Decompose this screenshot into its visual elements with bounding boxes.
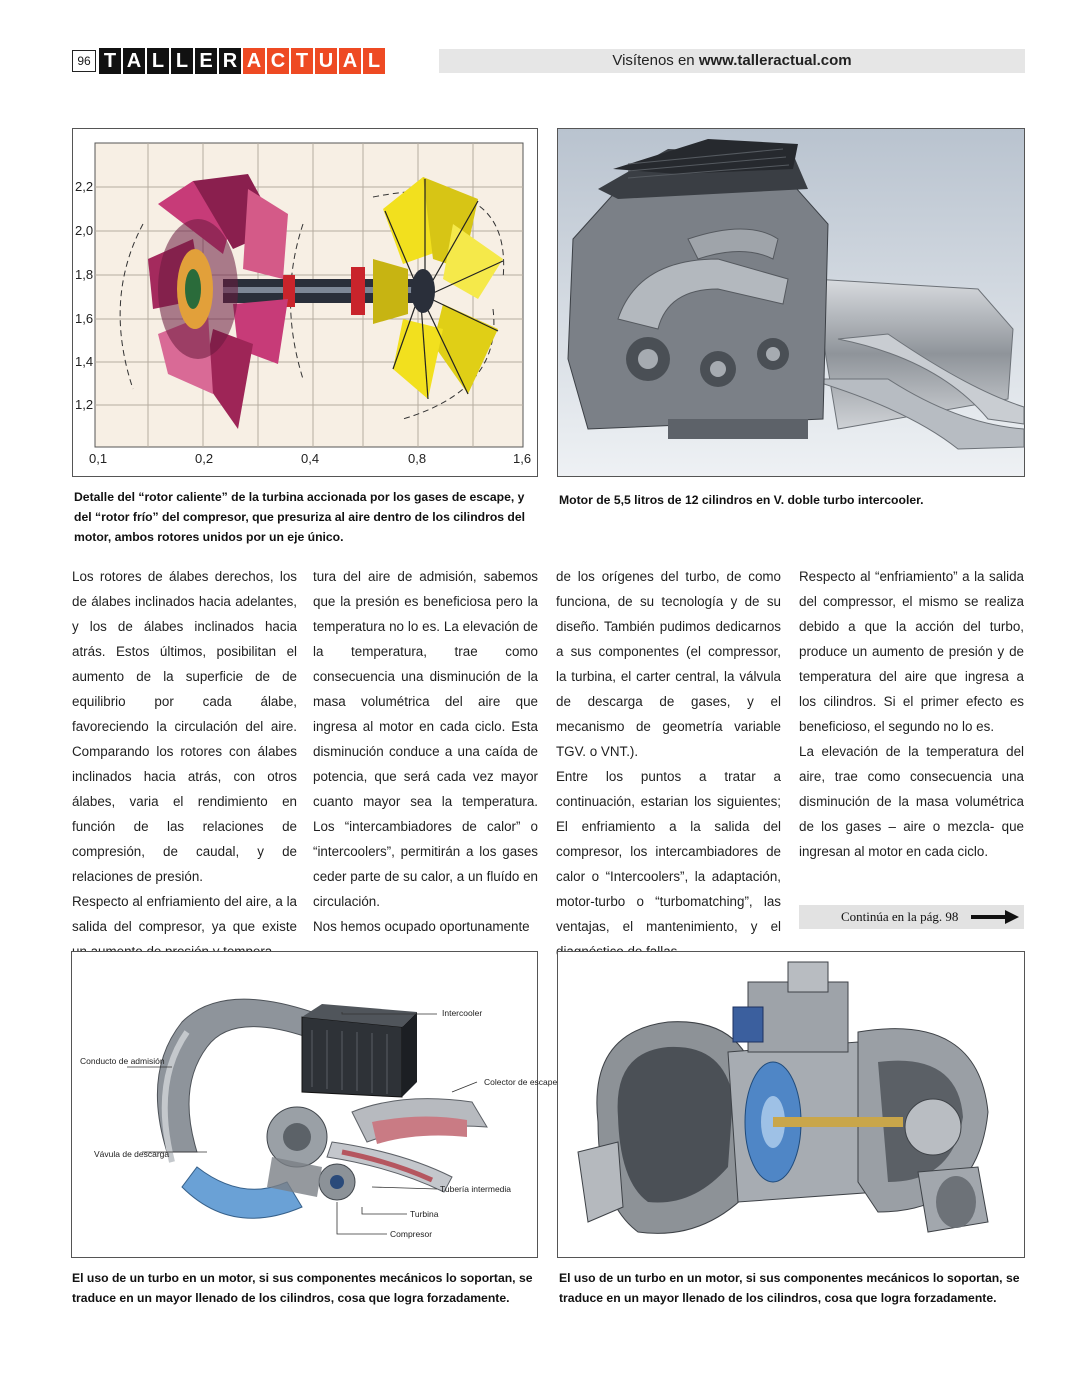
logo-letter: A (123, 48, 145, 74)
logo-letter: L (363, 48, 385, 74)
magazine-logo (99, 48, 385, 74)
x-tick-label: 0,4 (301, 451, 320, 466)
label-compresor: Compresor (390, 1229, 433, 1239)
paragraph: de los orígenes del turbo, de como funciona, de su tecnología y de su diseño. También pudimos dedicarnos a sus componentes (el compressor, la turbina, el carter central, la válvula de descarga de gases, y el mecanismo de geometría variable TGV. o VNT.). (556, 569, 781, 759)
figure1-caption: Detalle del “rotor caliente” de la turbina accionada por los gases de escape, y del “rotor frío” del compresor, que presuriza al aire dentro de los cilindros del motor, ambos rotores unidos por un eje único. (74, 490, 526, 544)
label-valvula-descarga: Vávula de descarga (94, 1149, 170, 1159)
paragraph: Respecto al enfriamiento del aire, a la salida del compresor, ya que existe (72, 894, 297, 934)
engine-photo-figure (557, 128, 1025, 477)
paragraph: La elevación de la temperatura del aire, trae como consecuencia una disminución de la masa volumétrica de los gases – aire o mezcla- que ingresan al motor en cada ciclo. (799, 744, 1024, 859)
y-tick-label: 1,4 (75, 354, 94, 369)
y-tick-label: 1,6 (75, 311, 94, 326)
logo-letter: U (315, 48, 337, 74)
continue-banner[interactable] (799, 905, 1024, 929)
paragraph: Entre los puntos a tratar a continuación, estarian los siguientes; El enfriamiento a la salida del compresor, los intercambiadores de calor o “Intercoolers”, la adaptación, motor-turbo o “turbomatching”, las ventajas, el mantenimiento, y el (556, 769, 781, 934)
article-column-2 (313, 564, 538, 939)
label-turbina: Turbina (410, 1209, 439, 1219)
y-tick-label: 2,0 (75, 223, 94, 238)
label-conducto-admision: Conducto de admisión (80, 1056, 165, 1066)
label-colector-escape: Colector de escape (484, 1077, 558, 1087)
logo-letter: L (171, 48, 193, 74)
turbo-cutaway-figure (557, 951, 1025, 1258)
visit-prefix: Visítenos en (612, 52, 695, 69)
website-banner (439, 49, 1025, 73)
page-number: 96 (72, 50, 96, 72)
page-header (72, 48, 1025, 74)
figure2-caption: Motor de 5,5 litros de 12 cilindros en V. doble turbo intercooler. (559, 493, 924, 507)
y-tick-label: 2,2 (75, 179, 94, 194)
logo-letter: R (219, 48, 241, 74)
label-tuberia-intermedia: Tubería intermedia (440, 1184, 512, 1194)
turbo-system-diagram (72, 952, 558, 1257)
continue-text: Continúa en la pág. 98 (841, 909, 959, 924)
x-tick-label: 0,8 (408, 451, 427, 466)
article-column-3 (556, 564, 781, 964)
x-tick-label: 0,1 (89, 451, 108, 466)
rotor-diagram (73, 129, 537, 476)
paragraph: tura del aire de admisión, sabemos que la presión es beneficiosa pero la temperatura no lo es. La elevación de la temperatura, trae como consecuencia una disminución de la masa volumétrica del aire que ingresa al motor en cada ciclo. Esta disminución conduce a una caída de potencia, que será cada vez mayor cuanto mayor sea la temperatura. Los “intercambiadores de calor” o “intercoolers”, permitirán a los gases ceder parte de su calor, a un fluído en circulación. (313, 569, 538, 909)
figure3-caption: El uso de un turbo en un motor, si sus componentes mecánicos lo soportan, se traduce en un mayor llenado de los cilindros, cosa que logra forzadamente. (72, 1271, 533, 1305)
paragraph: Nos hemos ocupado oportunamente (313, 919, 530, 934)
arrow-right-icon (971, 910, 1019, 924)
logo-letter: E (195, 48, 217, 74)
logo-letter: C (267, 48, 289, 74)
turbocharger-cutaway (558, 952, 1024, 1257)
logo-letter: L (147, 48, 169, 74)
turbo-system-figure (71, 951, 558, 1258)
y-tick-label: 1,2 (75, 397, 94, 412)
y-tick-label: 1,8 (75, 267, 94, 282)
logo-letter: T (291, 48, 313, 74)
logo-letter: T (99, 48, 121, 74)
x-tick-label: 1,6 (513, 451, 532, 466)
logo-letter: A (243, 48, 265, 74)
article-column-4 (799, 564, 1024, 864)
x-tick-label: 0,2 (195, 451, 214, 466)
v12-engine-photo (558, 129, 1024, 476)
figure4-caption: El uso de un turbo en un motor, si sus componentes mecánicos lo soportan, se traduce en un mayor llenado de los cilindros, cosa que logra forzadamente. (559, 1271, 1020, 1305)
rotor-diagram-figure (72, 128, 538, 477)
article-column-1 (72, 564, 297, 964)
paragraph: Los rotores de álabes derechos, los de álabes inclinados hacia adelantes, y los de álabes inclinados hacia atrás. Estos últimos, posibilitan el aumento de la superficie de de equilibrio por cada álabe, favoreciendo la circulación del aire. Comparando los rotores con álabes inclinados hacia atrás, con otros álabes, varia el rendimiento en función de las relaciones de compresión, de caudal, y de relaciones de presión. (72, 569, 297, 884)
label-intercooler: Intercooler (442, 1008, 483, 1018)
paragraph: Respecto al “enfriamiento” a la salida del compressor, el mismo se realiza debido a que la acción del turbo, produce un aumento de presión y de temperatura del aire que ingresa a los cilindros. Si el primer efecto es beneficioso, el segundo no lo es. (799, 569, 1024, 734)
website-link[interactable]: www.talleractual.com (698, 52, 852, 69)
logo-letter: A (339, 48, 361, 74)
